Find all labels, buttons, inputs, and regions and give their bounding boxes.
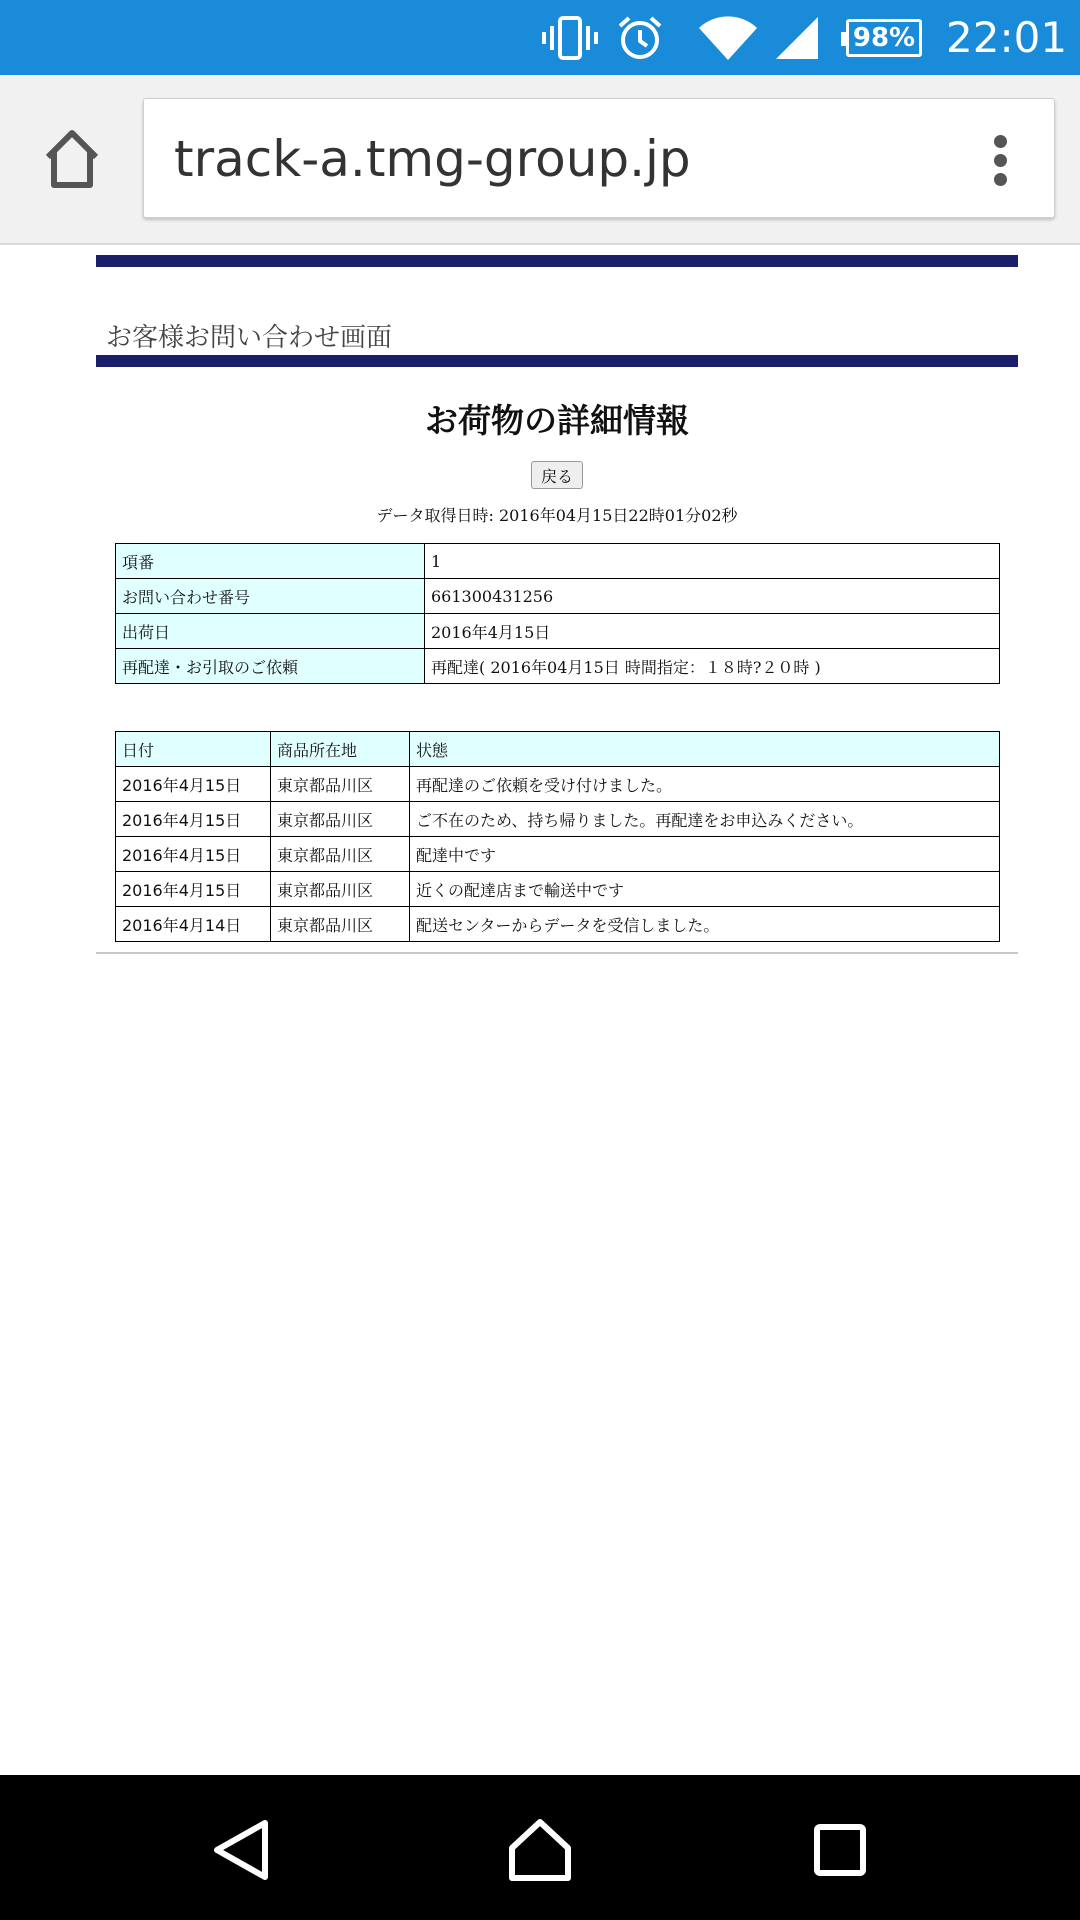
row-location: 東京都品川区 xyxy=(271,767,410,802)
row-date: 2016年4月15日 xyxy=(116,767,271,802)
item-number-value: 1 xyxy=(425,544,1000,579)
web-page xyxy=(0,245,1080,1775)
back-icon[interactable] xyxy=(206,1815,276,1885)
title-divider xyxy=(96,355,1018,367)
battery-percent: 98% xyxy=(852,23,916,53)
url-text: track-a.tmg-group.jp xyxy=(174,130,691,188)
table-row xyxy=(116,872,1000,907)
row-date: 2016年4月15日 xyxy=(116,802,271,837)
page-title: お荷物の詳細情報 xyxy=(425,401,689,440)
url-bar[interactable] xyxy=(143,98,1055,218)
tracking-number-label: お問い合わせ番号 xyxy=(116,579,425,614)
redelivery-value: 再配達( 2016年04月15日 時間指定：１８時?２０時 ) xyxy=(425,649,1000,684)
row-status: 近くの配達店まで輸送中です xyxy=(410,872,1000,907)
table-row xyxy=(116,649,1000,684)
row-status: ご不在のため、持ち帰りました。再配達をお申込みください。 xyxy=(410,802,1000,837)
bottom-divider xyxy=(96,952,1018,954)
table-row xyxy=(116,544,1000,579)
home-icon[interactable] xyxy=(40,127,104,191)
clock: 22:01 xyxy=(946,13,1068,62)
signal-icon xyxy=(772,10,822,66)
header-bar xyxy=(96,255,1018,267)
table-header-row xyxy=(116,732,1000,767)
shipment-info-table xyxy=(115,543,1000,684)
ship-date-label: 出荷日 xyxy=(116,614,425,649)
row-location: 東京都品川区 xyxy=(271,802,410,837)
row-location: 東京都品川区 xyxy=(271,872,410,907)
overflow-menu-icon[interactable] xyxy=(992,135,1008,187)
table-row xyxy=(116,802,1000,837)
column-header-location: 商品所在地 xyxy=(271,732,410,767)
home-nav-icon[interactable] xyxy=(505,1815,575,1885)
table-row xyxy=(116,767,1000,802)
recent-apps-icon[interactable] xyxy=(805,1815,875,1885)
table-row xyxy=(116,907,1000,942)
row-date: 2016年4月15日 xyxy=(116,872,271,907)
row-location: 東京都品川区 xyxy=(271,907,410,942)
vibrate-icon xyxy=(540,10,600,66)
ship-date-value: 2016年4月15日 xyxy=(425,614,1000,649)
column-header-status: 状態 xyxy=(410,732,1000,767)
browser-toolbar xyxy=(0,75,1080,245)
table-row xyxy=(116,837,1000,872)
section-title: お客様お問い合わせ画面 xyxy=(106,323,393,353)
fetch-timestamp: データ取得日時: 2016年04月15日22時01分02秒 xyxy=(376,506,738,525)
row-status: 配達中です xyxy=(410,837,1000,872)
row-status: 配送センターからデータを受信しました。 xyxy=(410,907,1000,942)
table-row xyxy=(116,579,1000,614)
row-date: 2016年4月14日 xyxy=(116,907,271,942)
column-header-date: 日付 xyxy=(116,732,271,767)
item-number-label: 項番 xyxy=(116,544,425,579)
battery-icon xyxy=(842,10,926,66)
navigation-bar xyxy=(0,1775,1080,1920)
row-location: 東京都品川区 xyxy=(271,837,410,872)
tracking-number-value: 661300431256 xyxy=(425,579,1000,614)
alarm-icon xyxy=(612,10,668,66)
row-status: 再配達のご依頼を受け付けました。 xyxy=(410,767,1000,802)
table-row xyxy=(116,614,1000,649)
tracking-history-table xyxy=(115,731,1000,942)
row-date: 2016年4月15日 xyxy=(116,837,271,872)
back-button[interactable]: 戻る xyxy=(531,461,583,489)
status-bar xyxy=(0,0,1080,75)
wifi-icon xyxy=(694,10,762,66)
redelivery-label: 再配達・お引取のご依頼 xyxy=(116,649,425,684)
